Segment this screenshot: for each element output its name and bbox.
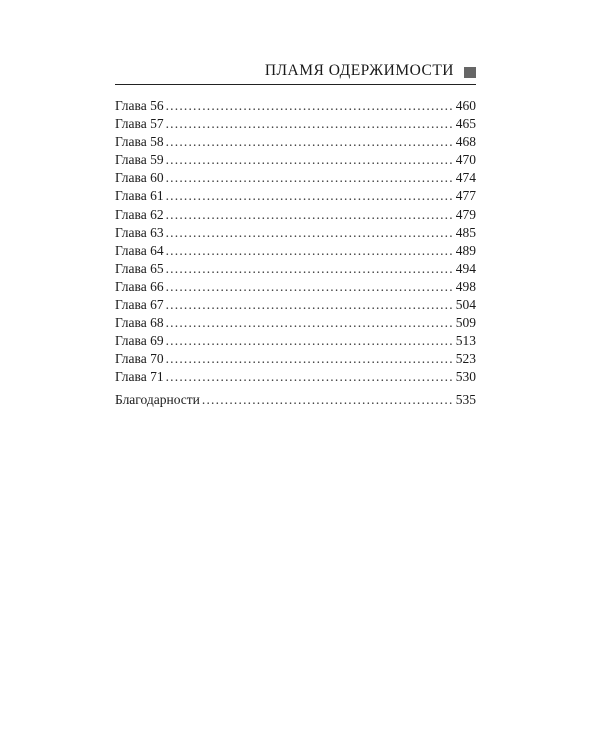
dot-leader <box>166 97 454 115</box>
toc-entry-label: Глава 70 <box>115 351 164 367</box>
dot-leader <box>166 278 454 296</box>
toc-entry-label: Глава 56 <box>115 98 164 113</box>
toc-entry-label: Глава 62 <box>115 206 164 222</box>
dot-leader <box>166 133 454 151</box>
toc-entry <box>115 296 476 314</box>
toc-entry-label: Глава 68 <box>115 315 164 331</box>
toc-entry-page: 523 <box>455 351 476 367</box>
dot-leader <box>166 314 454 332</box>
table-of-contents <box>115 97 476 409</box>
toc-entry-label: Глава 61 <box>115 188 164 204</box>
toc-entry-label: Глава 60 <box>115 170 164 186</box>
toc-entry-page: 465 <box>455 116 476 132</box>
toc-entry <box>115 224 476 242</box>
toc-entry-page: 485 <box>455 224 476 240</box>
toc-entry <box>115 151 476 169</box>
toc-entry-page: 479 <box>455 206 476 222</box>
toc-entry <box>115 133 476 151</box>
toc-entry-page: 494 <box>455 260 476 276</box>
toc-entry <box>115 97 476 115</box>
dot-leader <box>166 242 454 260</box>
toc-entry-acknowledgements <box>115 391 476 409</box>
dot-leader <box>166 296 454 314</box>
dot-leader <box>166 187 454 205</box>
toc-entry-page: 470 <box>455 152 476 168</box>
dot-leader <box>166 260 454 278</box>
toc-entry-label: Глава 64 <box>115 242 164 258</box>
square-marker-icon <box>464 67 476 78</box>
toc-entry <box>115 368 476 386</box>
toc-entry-page: 504 <box>455 297 476 313</box>
dot-leader <box>166 224 454 242</box>
toc-entry <box>115 206 476 224</box>
toc-entry <box>115 242 476 260</box>
toc-entry-label: Глава 69 <box>115 333 164 349</box>
toc-entry <box>115 169 476 187</box>
toc-entry-label: Глава 63 <box>115 224 164 240</box>
toc-entry-label: Глава 57 <box>115 116 164 132</box>
toc-entry-page: 468 <box>455 134 476 150</box>
toc-entry <box>115 332 476 350</box>
toc-entry-page: 513 <box>455 333 476 349</box>
toc-entry <box>115 260 476 278</box>
dot-leader <box>166 368 454 386</box>
toc-entry-page: 460 <box>455 98 476 113</box>
toc-entry-label: Благодарности <box>115 391 200 407</box>
toc-entry-label: Глава 71 <box>115 369 164 385</box>
running-header <box>115 60 476 85</box>
dot-leader <box>166 151 454 169</box>
toc-entry-page: 489 <box>455 242 476 258</box>
book-title: ПЛАМЯ ОДЕРЖИМОСТИ <box>264 62 454 79</box>
toc-entry <box>115 278 476 296</box>
dot-leader <box>202 391 454 409</box>
toc-entry <box>115 115 476 133</box>
toc-entry-label: Глава 65 <box>115 260 164 276</box>
toc-entry-page: 509 <box>455 315 476 331</box>
toc-entry-page: 474 <box>455 170 476 186</box>
toc-entry-page: 498 <box>455 278 476 294</box>
toc-entry-page: 477 <box>455 188 476 204</box>
toc-entry <box>115 187 476 205</box>
dot-leader <box>166 206 454 224</box>
toc-entry-label: Глава 59 <box>115 152 164 168</box>
toc-entry <box>115 314 476 332</box>
toc-entry <box>115 350 476 368</box>
dot-leader <box>166 169 454 187</box>
toc-entry-page: 535 <box>455 391 476 407</box>
dot-leader <box>166 332 454 350</box>
dot-leader <box>166 350 454 368</box>
toc-entry-label: Глава 67 <box>115 297 164 313</box>
dot-leader <box>166 115 454 133</box>
toc-entry-page: 530 <box>455 369 476 385</box>
toc-entry-label: Глава 66 <box>115 278 164 294</box>
toc-entry-label: Глава 58 <box>115 134 164 150</box>
